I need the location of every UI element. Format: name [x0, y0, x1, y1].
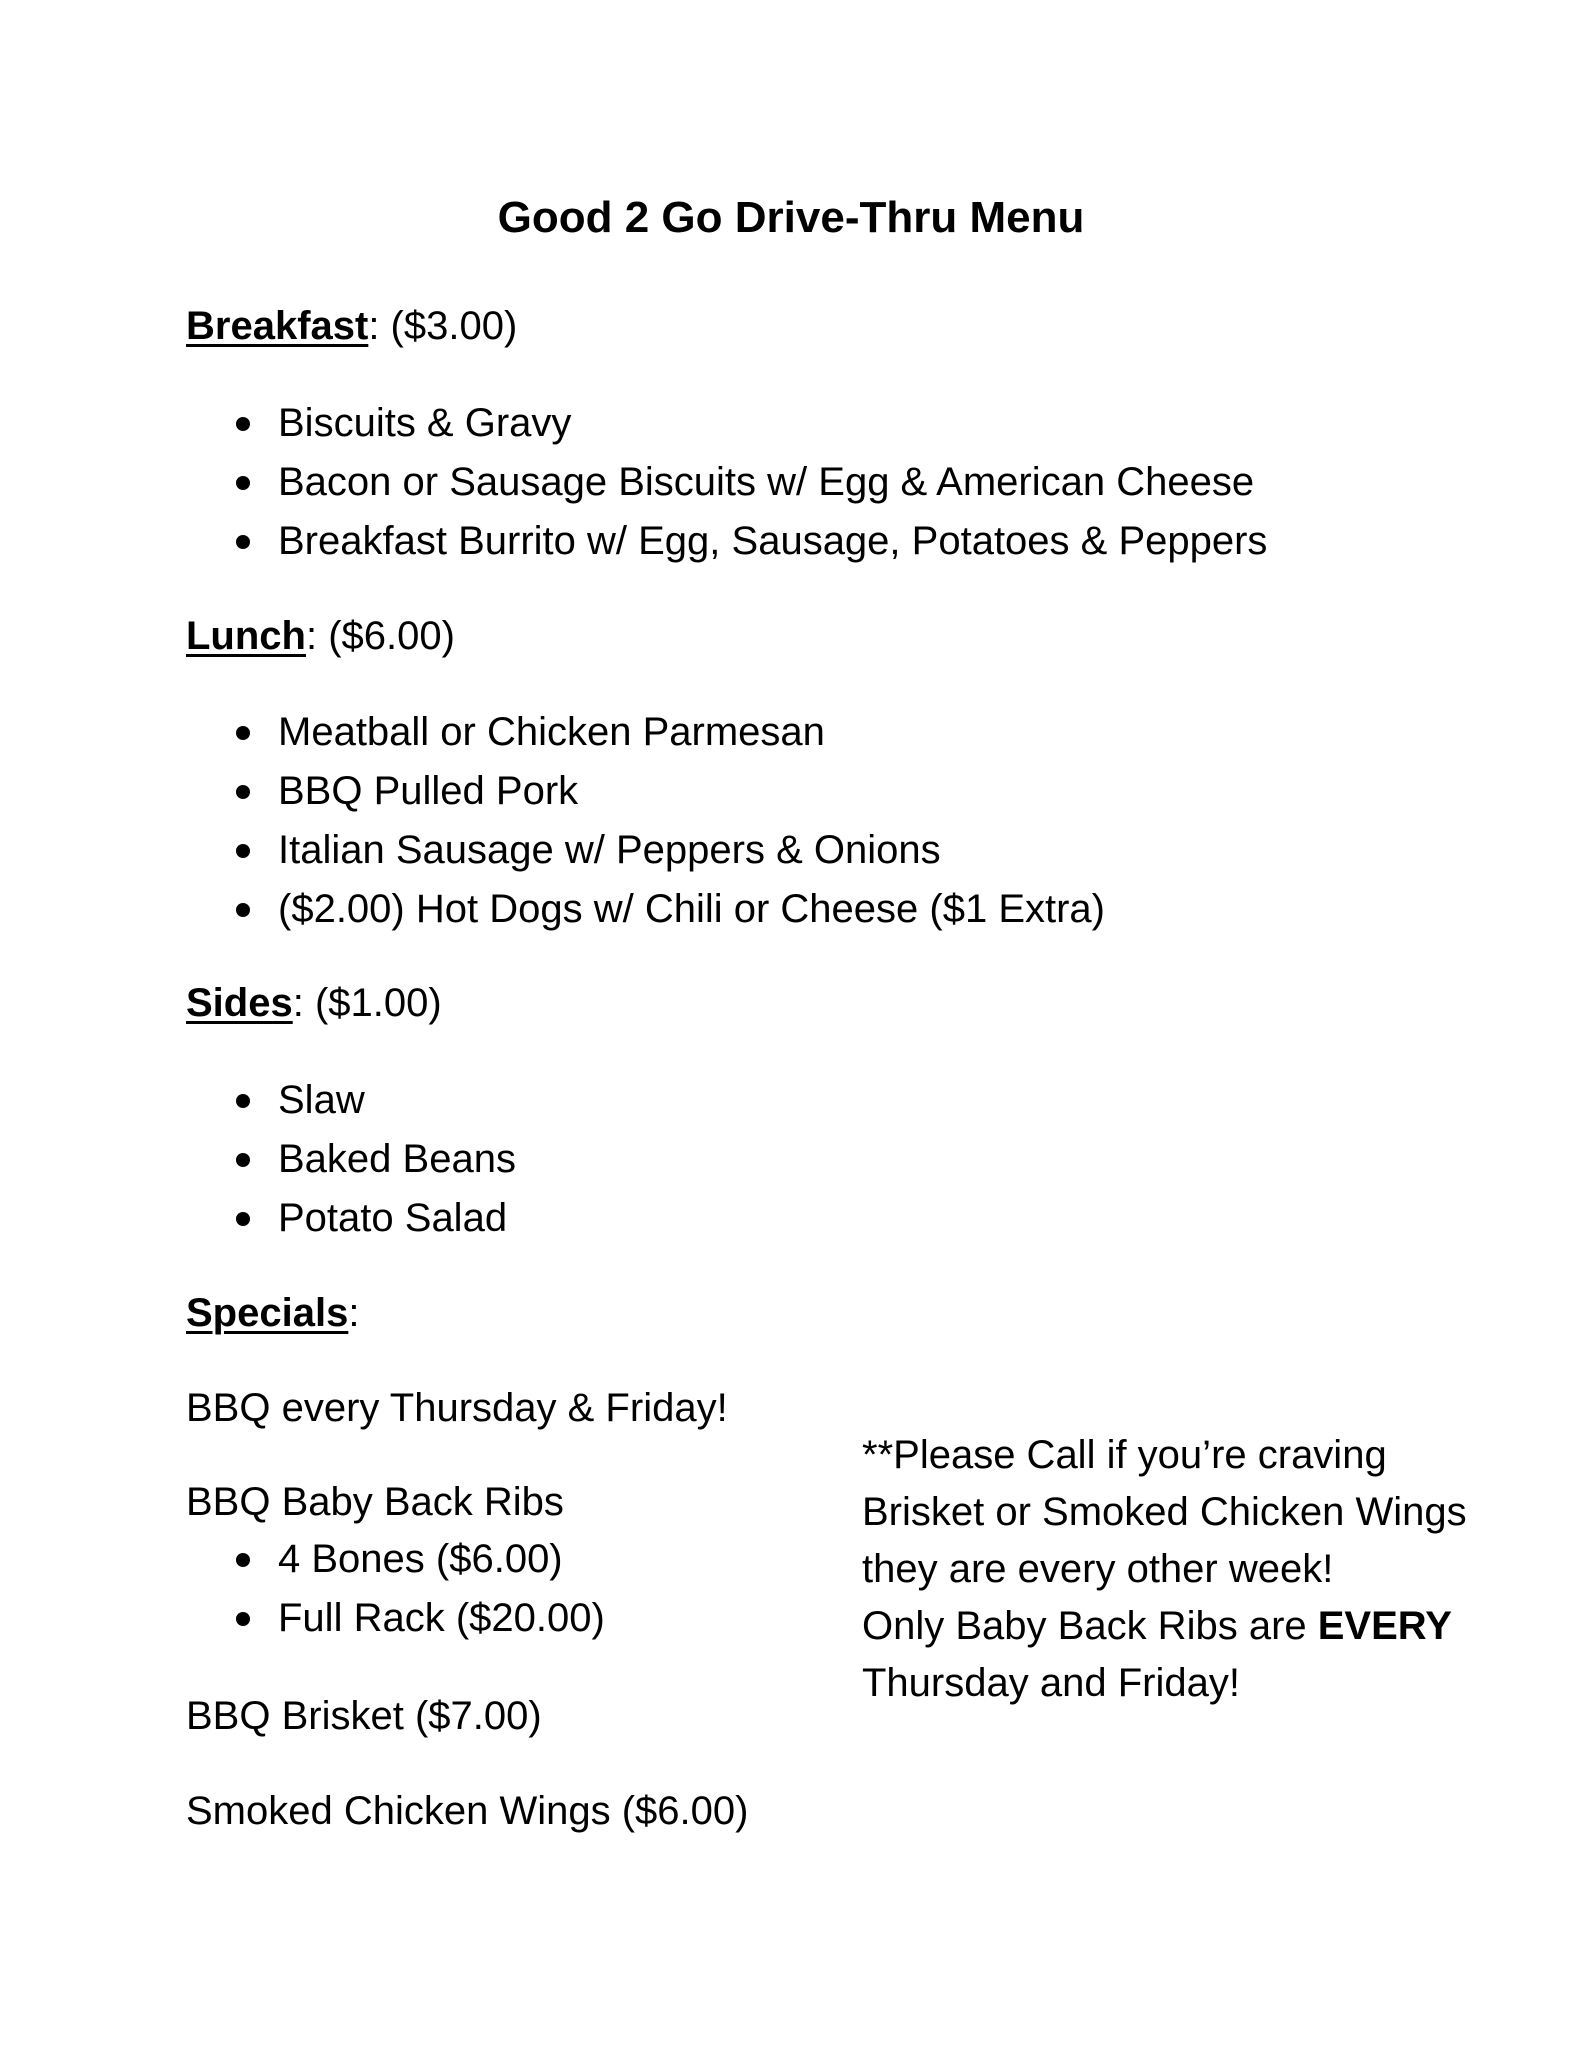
- list-item: [186, 880, 1105, 939]
- list-item: [186, 512, 1267, 571]
- bullet-icon: [236, 1094, 250, 1108]
- list-item-text: Full Rack ($20.00): [278, 1596, 605, 1640]
- specials-heading: [186, 1285, 359, 1341]
- list-item-text: Bacon or Sausage Biscuits w/ Egg & American Cheese: [278, 460, 1255, 504]
- list-item-text: Breakfast Burrito w/ Egg, Sausage, Potatoes & Peppers: [278, 519, 1268, 563]
- call-note-line2: [862, 1598, 1502, 1712]
- bullet-icon: [236, 844, 250, 858]
- menu-title: Good 2 Go Drive-Thru Menu: [497, 193, 1085, 242]
- bullet-icon: [236, 476, 250, 490]
- list-item: [186, 1189, 516, 1248]
- list-item-text: Potato Salad: [278, 1196, 508, 1240]
- list-item: [186, 1130, 516, 1189]
- list-item: [186, 703, 1105, 762]
- call-note-line2-end: Thursday and Friday!: [862, 1661, 1240, 1705]
- bullet-icon: [236, 903, 250, 917]
- list-item-text: BBQ Pulled Pork: [278, 769, 579, 813]
- list-item: [186, 1530, 605, 1589]
- breakfast-price: : ($3.00): [368, 304, 518, 348]
- breakfast-heading-label: Breakfast: [186, 304, 369, 348]
- bullet-icon: [236, 726, 250, 740]
- specials-heading-suffix: :: [348, 1291, 360, 1335]
- call-note: [862, 1427, 1502, 1712]
- sides-heading-label: Sides: [186, 981, 293, 1025]
- call-note-text: **Please Call if you’re craving Brisket or Smoked Chicken Wings they are every other week!: [862, 1433, 1467, 1591]
- ribs-heading: BBQ Baby Back Ribs: [186, 1480, 564, 1524]
- bullet-icon: [236, 785, 250, 799]
- ribs-list: [186, 1530, 605, 1648]
- sides-list: [186, 1071, 516, 1248]
- bullet-icon: [236, 535, 250, 549]
- list-item-text: Meatball or Chicken Parmesan: [278, 710, 825, 754]
- list-item: [186, 1071, 516, 1130]
- list-item-text: Biscuits & Gravy: [278, 401, 572, 445]
- lunch-list: [186, 703, 1105, 939]
- wings-text: Smoked Chicken Wings ($6.00): [186, 1789, 749, 1833]
- list-item: [186, 453, 1267, 512]
- sides-heading: [186, 975, 442, 1031]
- specials-heading-label: Specials: [186, 1291, 349, 1335]
- list-item-text: Italian Sausage w/ Peppers & Onions: [278, 828, 941, 872]
- lunch-price: : ($6.00): [305, 614, 455, 658]
- brisket-text: BBQ Brisket ($7.00): [186, 1694, 542, 1738]
- call-note-line2-text: Only Baby Back Ribs are: [862, 1604, 1318, 1648]
- list-item-text: 4 Bones ($6.00): [278, 1537, 563, 1581]
- bullet-icon: [236, 1212, 250, 1226]
- call-note-emphasis: EVERY: [1317, 1604, 1452, 1648]
- breakfast-list: [186, 394, 1267, 571]
- list-item: [186, 762, 1105, 821]
- bullet-icon: [236, 1612, 250, 1626]
- list-item: [186, 1589, 605, 1648]
- lunch-heading-label: Lunch: [186, 614, 306, 658]
- list-item-text: ($2.00) Hot Dogs w/ Chili or Cheese ($1 Extra): [278, 887, 1105, 931]
- list-item-text: Slaw: [278, 1078, 365, 1122]
- bbq-days-text: BBQ every Thursday & Friday!: [186, 1386, 728, 1430]
- breakfast-heading: [186, 298, 517, 354]
- bullet-icon: [236, 1153, 250, 1167]
- list-item-text: Baked Beans: [278, 1137, 516, 1181]
- sides-price: : ($1.00): [292, 981, 442, 1025]
- bullet-icon: [236, 1553, 250, 1567]
- list-item: [186, 394, 1267, 453]
- bullet-icon: [236, 417, 250, 431]
- list-item: [186, 821, 1105, 880]
- lunch-heading: [186, 608, 455, 664]
